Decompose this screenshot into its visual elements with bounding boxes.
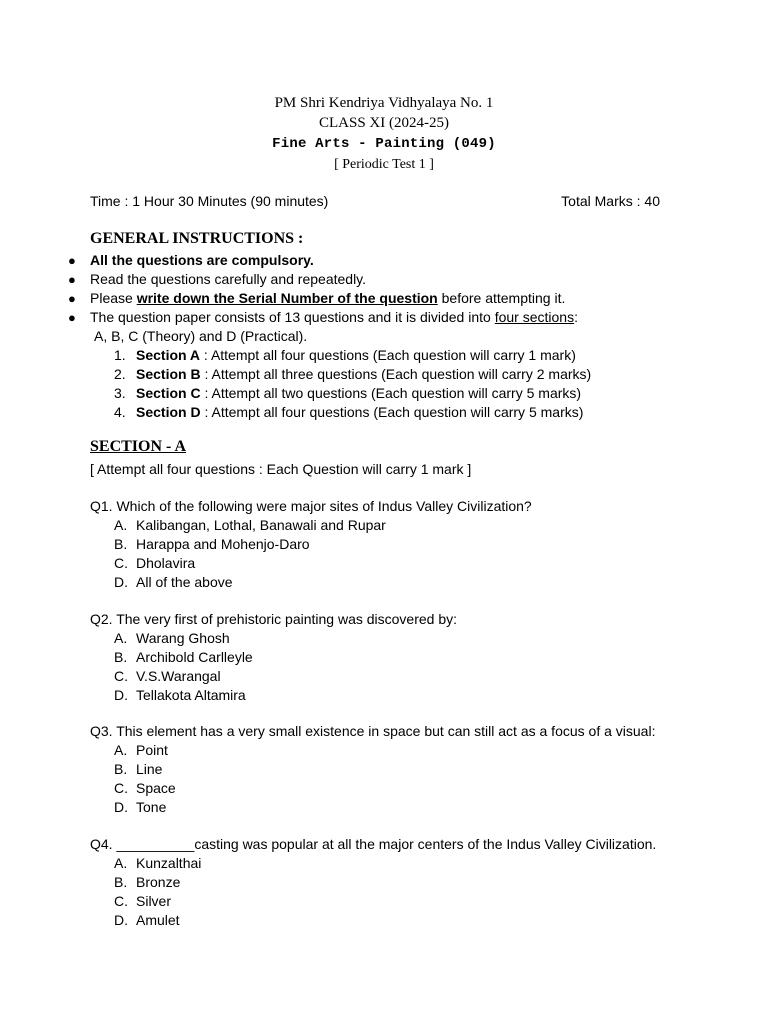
option-text: Space <box>136 780 176 796</box>
question-block <box>0 835 768 930</box>
document-header <box>0 94 768 175</box>
section-item <box>0 365 768 384</box>
section-item <box>0 346 768 365</box>
option-text: Dholavira <box>136 555 196 571</box>
option-letter: C. <box>114 668 128 684</box>
total-marks: Total Marks : 40 <box>561 193 660 209</box>
instruction-text: Please <box>90 290 137 306</box>
time-duration: Time : 1 Hour 30 Minutes (90 minutes) <box>90 193 329 209</box>
option-text: Kalibangan, Lothal, Banawali and Rupar <box>136 517 386 533</box>
answer-option <box>0 760 768 779</box>
instruction-continuation <box>0 327 768 346</box>
bullet-icon: ● <box>68 291 76 306</box>
option-letter: D. <box>114 574 128 590</box>
section-item <box>0 384 768 403</box>
option-letter: B. <box>114 536 128 552</box>
section-item <box>0 403 768 422</box>
option-letter: C. <box>114 555 128 571</box>
option-letter: B. <box>114 874 128 890</box>
test-label: [ Periodic Test 1 ] <box>334 157 434 172</box>
answer-option <box>0 854 768 873</box>
answer-option <box>0 516 768 535</box>
answer-option <box>0 648 768 667</box>
section-desc: : Attempt all four questions (Each question will carry 5 marks) <box>200 404 584 420</box>
instruction-item <box>0 251 768 270</box>
question-block <box>0 610 768 705</box>
instruction-text: : <box>574 309 578 325</box>
instruction-emphasis: write down the Serial Number of the question <box>136 290 438 306</box>
answer-option <box>0 911 768 930</box>
instruction-item <box>0 289 768 308</box>
option-letter: D. <box>114 912 128 928</box>
section-number: 2. <box>114 366 126 382</box>
option-text: Bronze <box>136 874 181 890</box>
section-name: Section C <box>136 385 201 401</box>
section-desc: : Attempt all three questions (Each question will carry 2 marks) <box>200 366 592 382</box>
option-text: Archibold Carlleyle <box>136 649 253 665</box>
school-name: PM Shri Kendriya Vidhyalaya No. 1 <box>274 95 494 111</box>
question-text: Q3. This element has a very small existence in space but can still act as a focus of a visual: <box>90 723 656 739</box>
option-letter: B. <box>114 649 128 665</box>
answer-option <box>0 554 768 573</box>
option-text: Silver <box>136 893 172 909</box>
option-text: Tellakota Altamira <box>136 687 246 703</box>
instructions-list <box>0 251 768 422</box>
option-letter: D. <box>114 687 128 703</box>
option-letter: D. <box>114 799 128 815</box>
option-text: Harappa and Mohenjo-Daro <box>136 536 310 552</box>
class-label: CLASS XI (2024-25) <box>319 115 449 131</box>
option-letter: C. <box>114 893 128 909</box>
answer-option <box>0 629 768 648</box>
instruction-item <box>0 270 768 289</box>
option-letter: C. <box>114 780 128 796</box>
section-desc: : Attempt all four questions (Each question will carry 1 mark) <box>200 347 576 363</box>
answer-option <box>0 892 768 911</box>
option-text: Warang Ghosh <box>136 630 230 646</box>
answer-option <box>0 873 768 892</box>
question-block <box>0 722 768 817</box>
section-a-note: [ Attempt all four questions : Each Question will carry 1 mark ] <box>90 461 472 477</box>
answer-option <box>0 798 768 817</box>
option-text: Kunzalthai <box>136 855 202 871</box>
bullet-icon: ● <box>68 310 76 325</box>
option-text: Amulet <box>136 912 180 928</box>
option-letter: A. <box>114 742 128 758</box>
option-letter: B. <box>114 761 128 777</box>
option-letter: A. <box>114 630 128 646</box>
option-text: All of the above <box>136 574 233 590</box>
instruction-underline: four sections <box>494 309 575 325</box>
instruction-text: A, B, C (Theory) and D (Practical). <box>94 328 308 344</box>
answer-option <box>0 686 768 705</box>
question-text: Q4. __________casting was popular at all the major centers of the Indus Valley Civilization. <box>90 836 657 852</box>
answer-option <box>0 741 768 760</box>
section-name: Section A <box>136 347 201 363</box>
section-number: 3. <box>114 385 126 401</box>
section-desc: : Attempt all two questions (Each question will carry 5 marks) <box>200 385 582 401</box>
answer-option <box>0 779 768 798</box>
option-text: Tone <box>136 799 167 815</box>
section-name: Section B <box>136 366 201 382</box>
answer-option <box>0 573 768 592</box>
section-number: 4. <box>114 404 126 420</box>
section-a-title: SECTION - A <box>90 438 187 455</box>
bullet-icon: ● <box>68 253 76 268</box>
answer-option <box>0 535 768 554</box>
instruction-text: All the questions are compulsory. <box>90 252 314 268</box>
instruction-text: Read the questions carefully and repeatedly. <box>90 271 367 287</box>
section-name: Section D <box>136 404 201 420</box>
answer-option <box>0 667 768 686</box>
instruction-item <box>0 308 768 327</box>
question-text: Q1. Which of the following were major sites of Indus Valley Civilization? <box>90 498 532 514</box>
general-instructions-title: GENERAL INSTRUCTIONS : <box>90 230 304 247</box>
instruction-text: before attempting it. <box>437 290 566 306</box>
subject-title: Fine Arts - Painting (049) <box>272 136 496 152</box>
sections-list <box>0 346 768 422</box>
option-text: V.S.Warangal <box>136 668 221 684</box>
option-text: Line <box>136 761 163 777</box>
question-text: Q2. The very first of prehistoric painting was discovered by: <box>90 611 458 627</box>
instruction-text: The question paper consists of 13 questions and it is divided into <box>90 309 495 325</box>
option-text: Point <box>136 742 168 758</box>
option-letter: A. <box>114 517 128 533</box>
section-number: 1. <box>114 347 126 363</box>
bullet-icon: ● <box>68 272 76 287</box>
question-block <box>0 497 768 592</box>
option-letter: A. <box>114 855 128 871</box>
